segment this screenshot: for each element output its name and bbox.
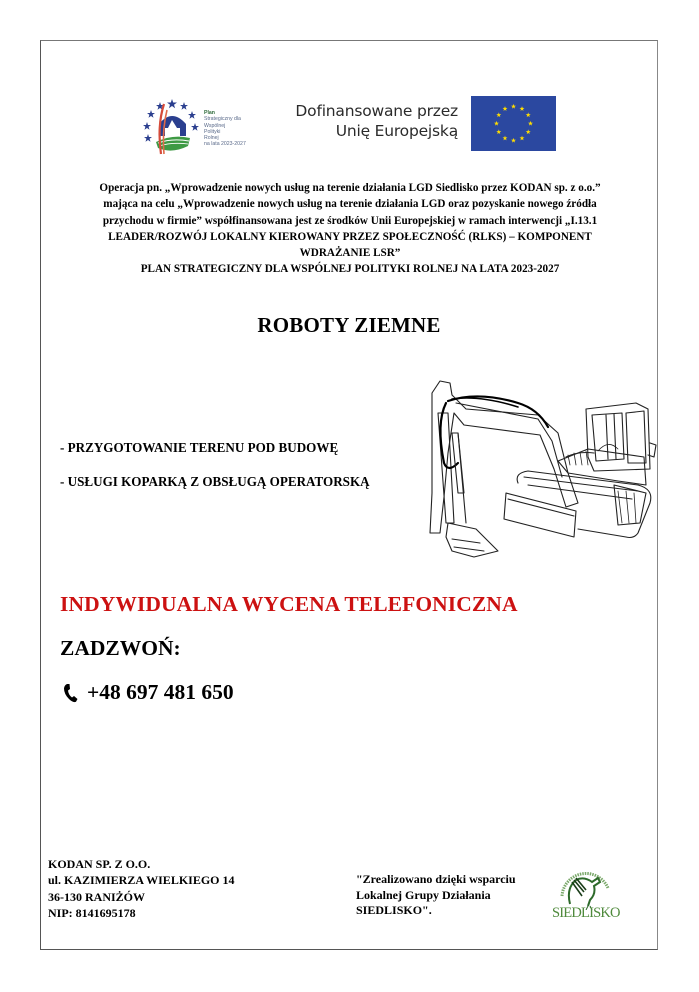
intro-line: przychodu w firmie” współfinansowana jest ze środków Unii Europejskiej w ramach interwencji „I.13.1: [102, 212, 598, 227]
phone-row: [62, 680, 234, 705]
plan-strategiczny-logo: [142, 96, 262, 156]
intro-line: Operacja pn. „Wprowadzenie nowych usług na terenie działania LGD Siedlisko przez KODAN sp. z o.o.”: [99, 180, 601, 194]
company-info: [48, 856, 235, 921]
support-line: "Zrealizowano dzięki wsparciu: [356, 872, 516, 886]
intro-line: LEADER/ROZWÓJ LOKALNY KIEROWANY PRZEZ SPOŁECZNOŚĆ (RLKS) – KOMPONENT: [108, 228, 592, 243]
intro-line: WDRAŻANIE LSR”: [299, 245, 401, 260]
eu-funding-line2: Unię Europejską: [335, 122, 458, 140]
lgd-siedlisko-logo: [552, 866, 618, 928]
service-item: - USŁUGI KOPARKĄ Z OBSŁUGĄ OPERATORSKĄ: [60, 474, 370, 489]
intro-line: mająca na celu „Wprowadzenie nowych usług na terenie działania LGD oraz pozyskanie nowego źródła: [103, 196, 597, 211]
plan-strategiczny-emblem-icon: [142, 96, 202, 156]
call-label: ZADZWOŃ:: [60, 636, 181, 660]
eu-funding-text: [290, 101, 458, 141]
intro-line: PLAN STRATEGICZNY DLA WSPÓLNEJ POLITYKI ROLNEJ NA LATA 2023-2027: [140, 261, 560, 276]
excavator-illustration: [418, 373, 658, 569]
eu-flag-icon: [471, 96, 556, 151]
company-nip: NIP: 8141695178: [48, 905, 136, 920]
support-note: [356, 872, 516, 919]
plan-strategiczny-text: Plan Strategiczny dla Wspólnej Polityki Rolnej na lata 2023-2027: [204, 110, 246, 148]
company-name: KODAN SP. Z O.O.: [48, 857, 151, 871]
lgd-logo-wordmark: SIEDLISKO: [552, 905, 620, 921]
company-street: ul. KAZIMIERZA WIELKIEGO 14: [48, 873, 235, 888]
phone-icon: [62, 683, 78, 703]
page-title: ROBOTY ZIEMNE: [257, 313, 441, 337]
company-city: 36-130 RANIŻÓW: [48, 889, 146, 904]
eu-funding-line1: Dofinansowane przez: [295, 102, 458, 120]
support-line: SIEDLISKO".: [356, 903, 432, 917]
operation-description: [65, 179, 634, 277]
phone-number[interactable]: +48 697 481 650: [87, 680, 234, 704]
service-item: - PRZYGOTOWANIE TERENU POD BUDOWĘ: [60, 440, 339, 455]
pricing-heading: INDYWIDUALNA WYCENA TELEFONICZNA: [60, 592, 518, 616]
stork-icon: [552, 866, 618, 910]
support-line: Lokalnej Grupy Działania: [356, 887, 491, 902]
